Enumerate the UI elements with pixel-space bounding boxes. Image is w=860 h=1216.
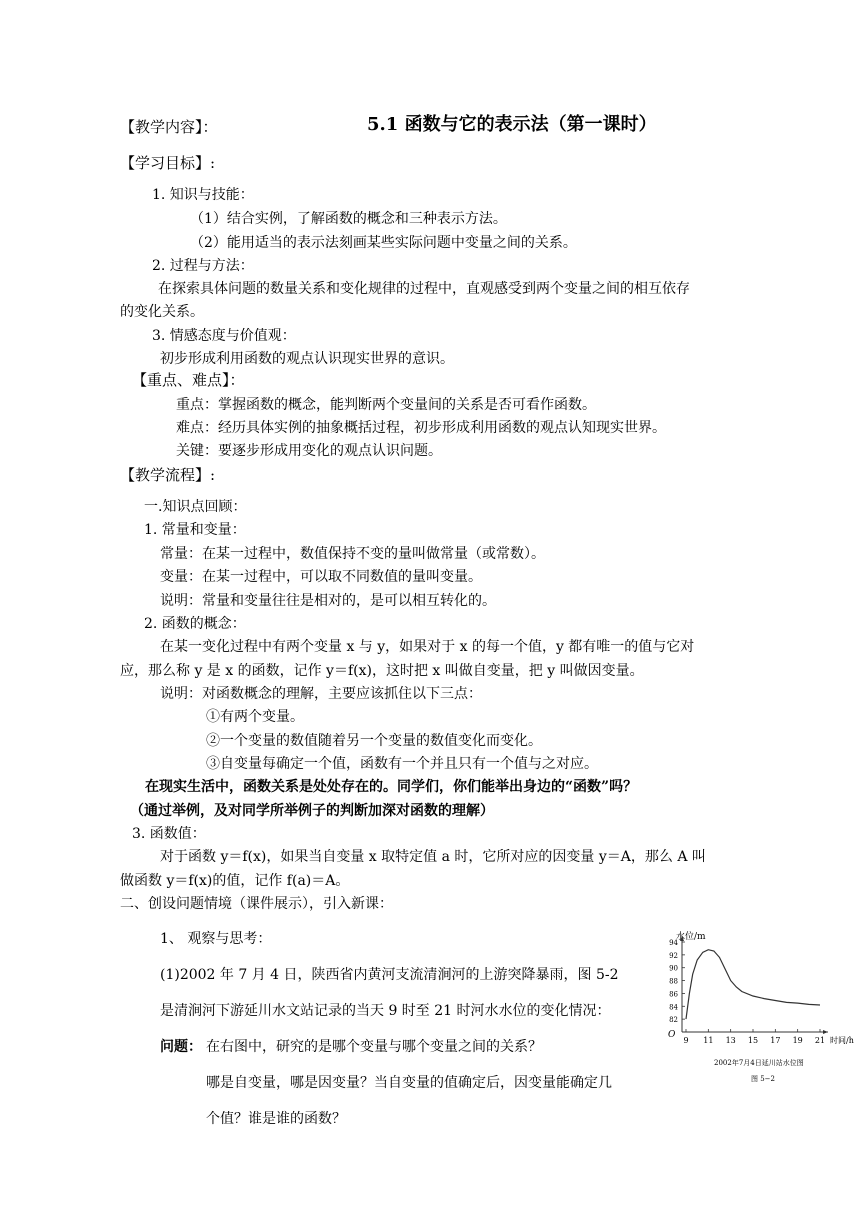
problem-1b: 是清涧河下游延川水文站记录的当天 9 时至 21 时河水水位的变化情况： — [160, 1003, 611, 1019]
value-def-2: 做函数 y＝f(x)的值，记作 f(a)＝A。 — [120, 873, 350, 889]
y-tick-label: 84 — [669, 1003, 678, 1012]
page-title: 5.1 函数与它的表示法（第一课时） — [367, 114, 657, 135]
observe-heading: 1、 观察与思考： — [160, 931, 272, 947]
question-3: 个值？谁是谁的函数？ — [206, 1111, 346, 1127]
objectives-heading: 【学习目标】: — [120, 154, 216, 172]
objective-1b: （2）能用适当的表示法刻画某些实际问题中变量之间的关系。 — [190, 235, 577, 251]
x-tick-label: 13 — [725, 1036, 736, 1045]
part-2-heading: 二、创设问题情境（课件展示），引入新课： — [120, 896, 393, 912]
s2-point-3: ③自变量每确定一个值，函数有一个并且只有一个值与之对应。 — [206, 756, 598, 772]
y-tick-label: 90 — [669, 964, 678, 973]
function-def-2: 应，那么称 y 是 x 的函数，记作 y＝f(x)，这时把 x 叫做自变量，把 y 叫做因变量。 — [120, 663, 644, 679]
value-def-1: 对于函数 y＝f(x)，如果当自变量 x 取特定值 a 时，它所对应的因变量 y＝A，那么 A 叫 — [160, 849, 706, 865]
bold-note: （通过举例，及对同学所举例子的判断加深对函数的理解） — [130, 803, 494, 819]
s2-point-2: ②一个变量的数值随着另一个变量的数值变化而变化。 — [206, 733, 542, 749]
s2-note: 说明：对函数概念的理解，主要应该抓住以下三点： — [160, 686, 482, 702]
objective-2: 2. 过程与方法： — [152, 258, 254, 274]
process-heading: 【教学流程】: — [120, 466, 216, 484]
section-2: 2. 函数的概念： — [144, 616, 246, 632]
objective-2b: 的变化关系。 — [120, 304, 204, 320]
objective-1: 1. 知识与技能： — [152, 187, 254, 203]
y-tick-label: 88 — [669, 977, 678, 986]
x-tick-label: 11 — [703, 1036, 714, 1045]
y-tick-label: 94 — [669, 939, 678, 947]
content-label: 【教学内容】： — [120, 118, 218, 136]
section-1: 1. 常量和变量： — [144, 522, 246, 538]
chart-ticks — [669, 939, 825, 1045]
bold-question: 在现实生活中，函数关系是处处存在的。同学们，你们能举出身边的“函数”吗？ — [145, 779, 638, 795]
x-tick-label: 9 — [683, 1036, 689, 1045]
review-heading: 一.知识点回顾： — [144, 499, 247, 515]
question-1: 在右图中，研究的是哪个变量与哪个变量之间的关系？ — [206, 1039, 542, 1055]
x-tick-label: 17 — [770, 1036, 781, 1045]
chart-ylabel: 水位/m — [676, 932, 706, 942]
keypoints-heading: 【重点、难点】： — [132, 371, 245, 389]
section-3: 3. 函数值： — [132, 826, 206, 842]
objective-1a: （1）结合实例，了解函数的概念和三种表示方法。 — [190, 211, 507, 227]
chart-origin-label: O — [668, 1030, 676, 1040]
y-tick-label: 92 — [669, 951, 678, 960]
objective-3a: 初步形成利用函数的观点认识现实世界的意识。 — [160, 351, 454, 367]
chart-figure-label: 图 5−2 — [751, 1075, 775, 1083]
chart-xlabel: 时间/h — [830, 1036, 854, 1045]
chart-caption: 2002年7月4日延川站水位图 — [714, 1059, 804, 1067]
water-level-chart — [658, 926, 858, 1086]
objective-2a: 在探索具体问题的数量关系和变化规律的过程中，直观感受到两个变量之间的相互依存 — [158, 281, 690, 297]
x-tick-label: 21 — [814, 1036, 826, 1045]
y-tick-label: 82 — [669, 1016, 678, 1025]
constant-def: 常量：在某一过程中，数值保持不变的量叫做常量（或常数）。 — [160, 546, 545, 562]
s2-point-1: ①有两个变量。 — [206, 709, 304, 725]
x-axis-arrow — [823, 1030, 828, 1034]
keypoint-difficulty: 难点：经历具体实例的抽象概括过程，初步形成利用函数的观点认知现实世界。 — [176, 420, 666, 436]
function-def-1: 在某一变化过程中有两个变量 x 与 y，如果对于 x 的每一个值，y 都有唯一的值与它对 — [160, 639, 695, 655]
keypoint-focus: 重点：掌握函数的概念，能判断两个变量间的关系是否可看作函数。 — [176, 397, 596, 413]
water-level-line — [686, 950, 820, 1019]
x-tick-label: 19 — [792, 1036, 803, 1045]
variable-def: 变量：在某一过程中，可以取不同数值的量叫变量。 — [160, 569, 482, 585]
keypoint-key: 关键：要逐步形成用变化的观点认识问题。 — [176, 443, 442, 459]
chart-axes — [680, 936, 828, 1034]
objective-3: 3. 情感态度与价值观： — [152, 328, 296, 344]
y-tick-label: 86 — [669, 990, 678, 999]
question-2: 哪是自变量，哪是因变量？当自变量的值确定后，因变量能确定几 — [206, 1075, 612, 1091]
problem-1a: (1)2002 年 7 月 4 日，陕西省内黄河支流清涧河的上游突降暴雨，图 5-2 — [160, 967, 619, 983]
question-label: 问题： — [160, 1039, 202, 1055]
s1-note: 说明：常量和变量往往是相对的，是可以相互转化的。 — [160, 593, 496, 609]
x-tick-label: 15 — [747, 1036, 759, 1045]
